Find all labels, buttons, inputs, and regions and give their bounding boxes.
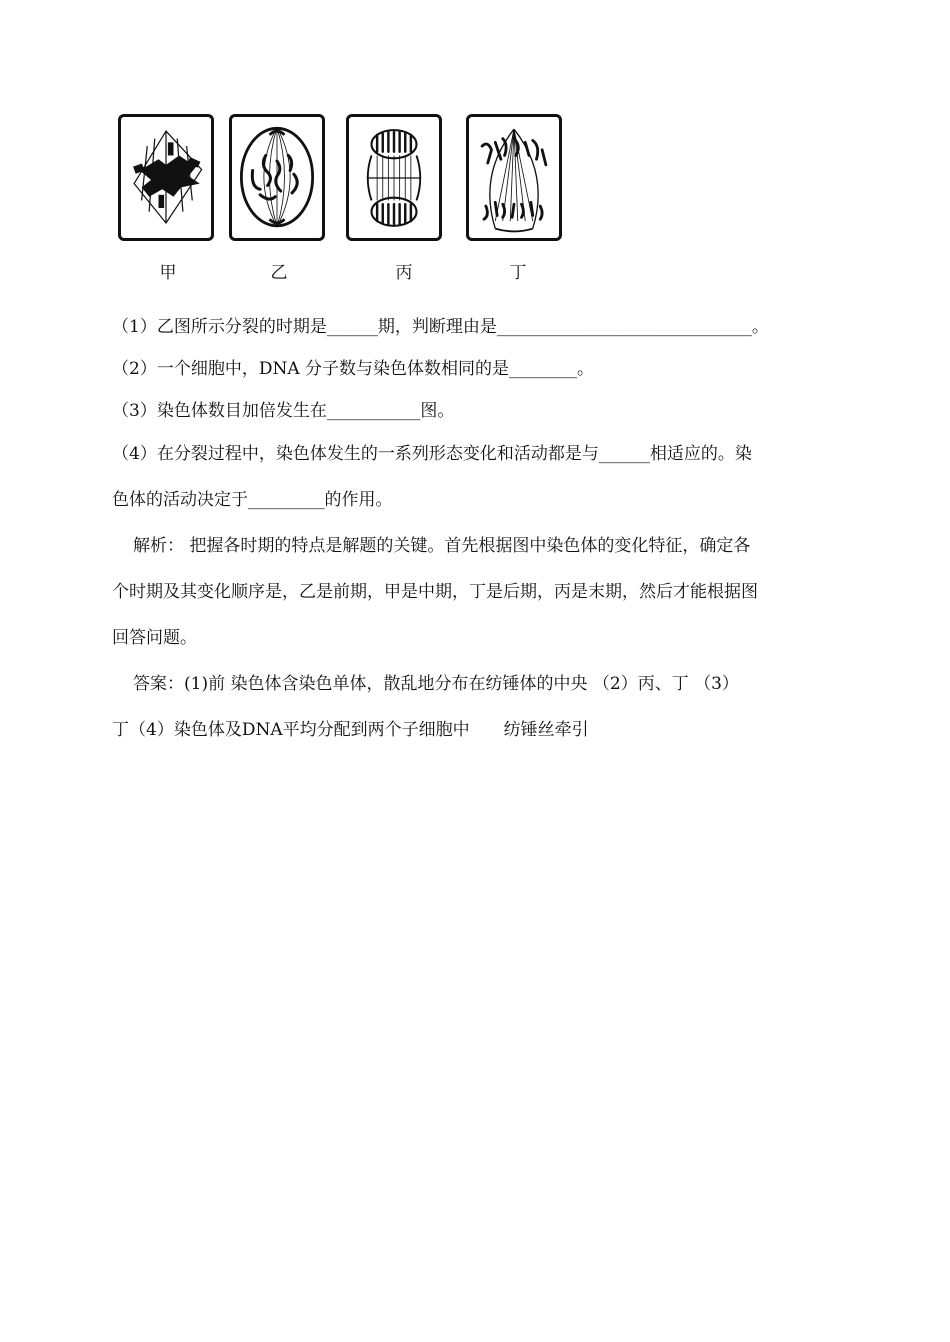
question-4-line-1: （4）在分裂过程中，染色体发生的一系列形态变化和活动都是与______相适应的。染 [112,444,752,464]
metaphase-drawing [121,117,211,238]
figure-yi-prophase [229,114,325,241]
figure-label-bing: 丙 [395,263,413,283]
analysis-line-3: 回答问题。 [112,628,197,648]
figure-label-yi: 乙 [270,263,288,283]
question-2: （2）一个细胞中，DNA 分子数与染色体数相同的是________。 [112,359,595,379]
prophase-drawing [232,117,322,238]
analysis-line-2: 个时期及其变化顺序是，乙是前期，甲是中期，丁是后期，丙是末期，然后才能根据图 [112,582,758,602]
question-4-line-2: 色体的活动决定于_________的作用。 [112,490,393,510]
answer-line-1: 答案：(1)前 染色体含染色单体，散乱地分布在纺锤体的中央 （2）丙、丁 （3） [133,674,739,694]
answer-line-2: 丁（4）染色体及DNA平均分配到两个子细胞中 纺锤丝牵引 [112,720,589,740]
telophase-drawing [349,117,439,238]
question-1: （1）乙图所示分裂的时期是______期，判断理由是______________________________。 [112,317,769,337]
anaphase-drawing [469,117,559,238]
figure-ding-anaphase [466,114,562,241]
figure-jia-metaphase [118,114,214,241]
figure-bing-telophase [346,114,442,241]
figure-label-ding: 丁 [509,263,527,283]
cell-division-figures [0,0,950,300]
analysis-line-1: 解析： 把握各时期的特点是解题的关键。首先根据图中染色体的变化特征，确定各 [133,536,751,556]
figure-label-jia: 甲 [159,263,177,283]
question-3: （3）染色体数目加倍发生在___________图。 [112,401,455,421]
